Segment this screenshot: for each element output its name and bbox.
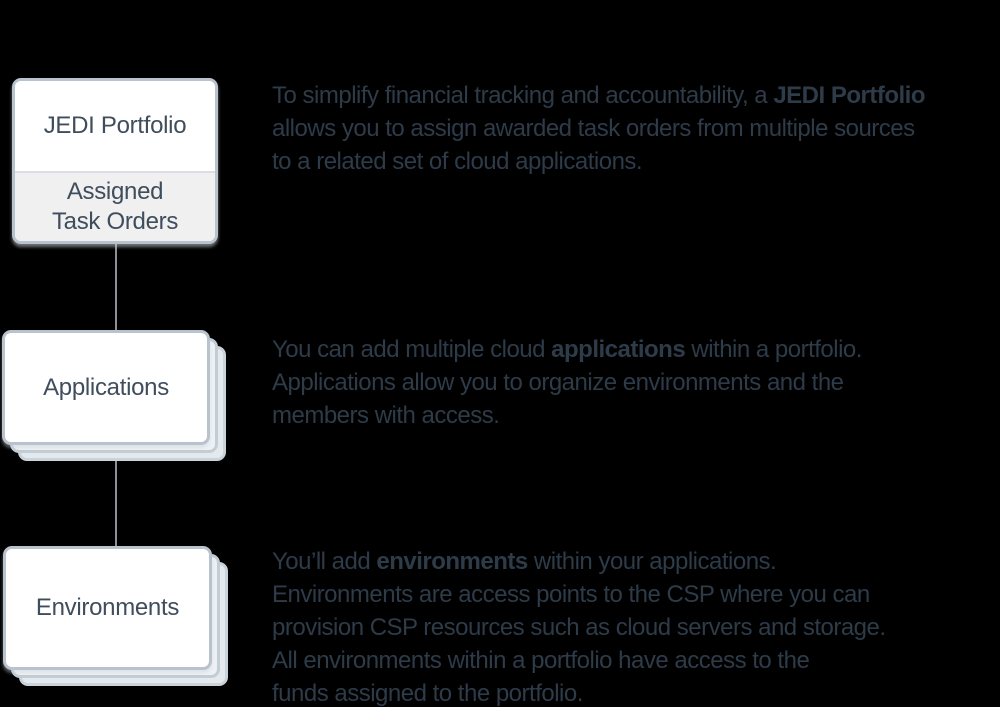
- connector-portfolio-to-applications: [115, 244, 117, 336]
- applications-description: You can add multiple cloud applications within a portfolio. Applications allow you to organize environments and the members with access.: [272, 336, 862, 429]
- environments-description: You’ll add environments within your applications. Environments are access points to the CSP where you can provision CSP resources such as cloud servers and storage. All environments within a portfolio have access to the funds assigned to the portfolio.: [272, 548, 886, 707]
- applications-card: [2, 330, 210, 445]
- environments-card-stack: [3, 546, 245, 704]
- assigned-task-orders-section: Assigned Task Orders: [15, 171, 215, 241]
- environments-card-label: Environments: [35, 594, 180, 621]
- applications-card-stack: [2, 330, 242, 480]
- portfolio-box: [12, 78, 218, 244]
- environments-card: [3, 546, 212, 670]
- applications-card-label: Applications: [43, 373, 169, 401]
- portfolio-box-title: JEDI Portfolio: [43, 112, 187, 139]
- portfolio-box-title-section: [15, 81, 215, 171]
- portfolio-description: To simplify financial tracking and accountability, a JEDI Portfolio allows you to assign awarded task orders from multiple sources to a related set of cloud applications.: [272, 82, 925, 175]
